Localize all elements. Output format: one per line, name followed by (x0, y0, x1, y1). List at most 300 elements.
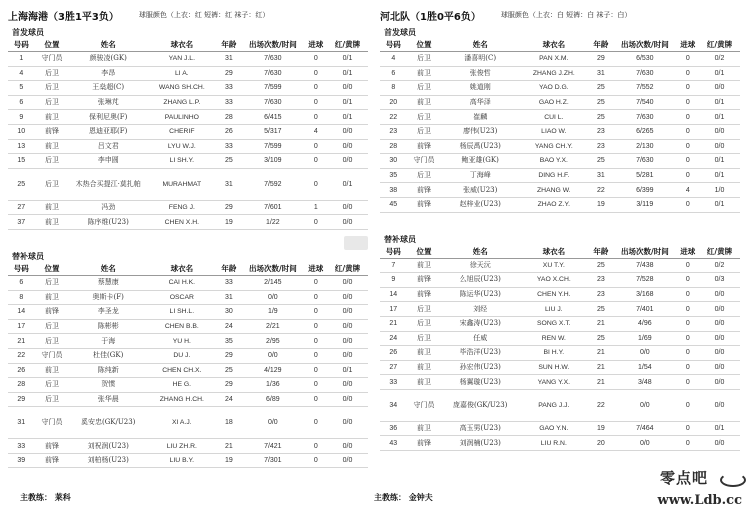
cell-age: 35 (217, 334, 242, 349)
cell-cards: 0/0 (699, 316, 740, 331)
cell-goals: 0 (305, 215, 328, 230)
cell-age: 25 (589, 110, 614, 125)
player-row (8, 200, 368, 215)
cell-number: 24 (380, 331, 407, 346)
cell-goals: 0 (677, 66, 700, 81)
cell-position: 前锋 (35, 305, 70, 320)
cell-name: 任威 (441, 331, 519, 346)
header-row (8, 263, 368, 276)
cell-cards: 0/0 (699, 287, 740, 302)
cell-cards: 0/1 (699, 66, 740, 81)
cell-appearances: 7/630 (613, 154, 676, 169)
cell-number: 6 (380, 66, 407, 81)
cell-goals: 0 (677, 287, 700, 302)
player-row (8, 275, 368, 290)
cell-shirt-name: CHEN B.B. (147, 319, 217, 334)
player-row (8, 407, 368, 439)
cell-goals: 0 (305, 139, 328, 154)
col-header-number: 号码 (380, 246, 407, 259)
cell-age: 23 (589, 287, 614, 302)
cell-cards: 0/0 (699, 81, 740, 96)
cell-cards: 0/1 (327, 66, 368, 81)
cell-appearances: 1/36 (241, 378, 304, 393)
cell-shirt-name: GAO Y.N. (519, 421, 589, 436)
player-row (8, 453, 368, 468)
cell-name: 姚道刚 (441, 81, 519, 96)
player-row (380, 273, 740, 288)
player-row (8, 378, 368, 393)
cell-cards: 0/0 (327, 275, 368, 290)
cell-shirt-name: CHEN Y.H. (519, 287, 589, 302)
cell-appearances: 2/95 (241, 334, 304, 349)
cell-cards: 0/0 (327, 439, 368, 454)
cell-position: 后卫 (407, 110, 442, 125)
cell-position: 后卫 (35, 81, 70, 96)
cell-age: 23 (589, 139, 614, 154)
cell-appearances: 7/401 (613, 302, 676, 317)
col-header-shirt-name: 球衣名 (519, 246, 589, 259)
cell-number: 31 (8, 407, 35, 439)
cell-age: 25 (589, 81, 614, 96)
loading-placeholder (344, 236, 368, 250)
team-panel-hebei (380, 0, 740, 451)
cell-name: 鲍亚雄(GK) (441, 154, 519, 169)
cell-number: 38 (380, 183, 407, 198)
cell-position: 前卫 (407, 346, 442, 361)
cell-appearances: 7/592 (241, 168, 304, 200)
cell-age: 25 (217, 363, 242, 378)
cell-goals: 0 (305, 168, 328, 200)
cell-age: 25 (589, 154, 614, 169)
cell-name: 木热合买提江·莫扎帕 (69, 168, 147, 200)
cell-shirt-name: ZHANG W. (519, 183, 589, 198)
col-header-cards: 红/黄牌 (327, 263, 368, 276)
player-row (380, 346, 740, 361)
cell-shirt-name: CUI L. (519, 110, 589, 125)
cell-number: 21 (380, 316, 407, 331)
col-header-appearances: 出场次数/时间 (613, 246, 676, 259)
cell-name: 吕文君 (69, 139, 147, 154)
cell-shirt-name: BI H.Y. (519, 346, 589, 361)
player-row (8, 348, 368, 363)
cell-shirt-name: YANG Y.X. (519, 375, 589, 390)
cell-shirt-name: LI SH.L. (147, 305, 217, 320)
cell-name: 李圣龙 (69, 305, 147, 320)
cell-cards: 0/0 (327, 200, 368, 215)
cell-goals: 0 (305, 290, 328, 305)
cell-cards: 0/0 (327, 290, 368, 305)
player-row (8, 110, 368, 125)
cell-appearances: 0/0 (613, 436, 676, 451)
cell-number: 14 (380, 287, 407, 302)
cell-cards: 0/1 (699, 197, 740, 212)
cell-age: 20 (589, 436, 614, 451)
cell-name: 张威(U23) (441, 183, 519, 198)
cell-age: 19 (589, 197, 614, 212)
cell-shirt-name: CHEN CH.X. (147, 363, 217, 378)
cell-number: 4 (380, 52, 407, 67)
cell-shirt-name: HE G. (147, 378, 217, 393)
cell-number: 13 (8, 139, 35, 154)
cell-appearances: 5/281 (613, 168, 676, 183)
cell-age: 18 (217, 407, 242, 439)
cell-position: 守门员 (407, 154, 442, 169)
cell-goals: 0 (305, 439, 328, 454)
cell-age: 24 (217, 392, 242, 407)
cell-goals: 0 (305, 334, 328, 349)
cell-name: 毕浩洋(U23) (441, 346, 519, 361)
cell-appearances: 7/630 (241, 52, 304, 67)
cell-name: 恩迪亚耶(F) (69, 124, 147, 139)
player-row (380, 331, 740, 346)
cell-cards: 0/0 (699, 331, 740, 346)
col-header-age: 年龄 (589, 39, 614, 52)
cell-cards: 0/0 (327, 378, 368, 393)
cell-name: 么旭辰(U23) (441, 273, 519, 288)
col-header-position: 位置 (35, 39, 70, 52)
cell-cards: 0/0 (699, 375, 740, 390)
cell-number: 36 (380, 421, 407, 436)
cell-age: 25 (217, 154, 242, 169)
cell-goals: 0 (677, 154, 700, 169)
cell-position: 前卫 (407, 66, 442, 81)
cell-goals: 0 (305, 52, 328, 67)
cell-age: 25 (589, 331, 614, 346)
player-row (8, 66, 368, 81)
cell-position: 后卫 (407, 168, 442, 183)
cell-goals: 0 (677, 52, 700, 67)
cell-position: 后卫 (35, 319, 70, 334)
cell-shirt-name: YANG CH.Y. (519, 139, 589, 154)
cell-position: 前锋 (35, 439, 70, 454)
cell-appearances: 7/552 (613, 81, 676, 96)
col-header-goals: 进球 (677, 39, 700, 52)
cell-goals: 0 (305, 407, 328, 439)
player-row (8, 305, 368, 320)
cell-shirt-name: SONG X.T. (519, 316, 589, 331)
cell-goals: 0 (305, 453, 328, 468)
player-row (380, 197, 740, 212)
cell-number: 10 (8, 124, 35, 139)
cell-position: 前锋 (407, 197, 442, 212)
cell-appearances: 7/438 (613, 258, 676, 273)
cell-number: 23 (380, 124, 407, 139)
cell-appearances: 1/69 (613, 331, 676, 346)
cell-number: 27 (380, 360, 407, 375)
cell-goals: 0 (305, 110, 328, 125)
col-header-cards: 红/黄牌 (699, 246, 740, 259)
cell-goals: 0 (677, 139, 700, 154)
cell-number: 6 (8, 95, 35, 110)
cell-age: 19 (217, 453, 242, 468)
cell-name: 贺惯 (69, 378, 147, 393)
cell-appearances: 7/630 (241, 95, 304, 110)
cell-shirt-name: FENG J. (147, 200, 217, 215)
cell-number: 26 (8, 363, 35, 378)
cell-cards: 0/0 (699, 124, 740, 139)
cell-goals: 0 (677, 81, 700, 96)
cell-name: 孙宏伟(U23) (441, 360, 519, 375)
team-panel-shanghai (8, 0, 368, 468)
subs-table (380, 246, 740, 452)
cell-number: 6 (8, 275, 35, 290)
team-header (8, 4, 368, 26)
cell-shirt-name: XU T.Y. (519, 258, 589, 273)
cell-shirt-name: DING H.F. (519, 168, 589, 183)
cell-number: 34 (380, 389, 407, 421)
cell-number: 28 (380, 139, 407, 154)
cell-shirt-name: LYU W.J. (147, 139, 217, 154)
cell-appearances: 0/0 (241, 348, 304, 363)
cell-name: 张华晨 (69, 392, 147, 407)
player-row (8, 81, 368, 96)
col-header-goals: 进球 (305, 263, 328, 276)
cell-cards: 0/0 (327, 139, 368, 154)
cell-goals: 0 (677, 375, 700, 390)
cell-position: 前卫 (35, 363, 70, 378)
cell-goals: 4 (677, 183, 700, 198)
cell-position: 后卫 (407, 316, 442, 331)
cell-cards: 0/0 (699, 436, 740, 451)
cell-position: 前卫 (35, 110, 70, 125)
cell-goals: 0 (677, 346, 700, 361)
cell-appearances: 0/0 (613, 389, 676, 421)
cell-position: 前卫 (35, 139, 70, 154)
cell-name: 蔡慧康 (69, 275, 147, 290)
cell-shirt-name: XI A.J. (147, 407, 217, 439)
cell-cards: 0/1 (699, 95, 740, 110)
col-header-name: 姓名 (69, 39, 147, 52)
cell-name: 于海 (69, 334, 147, 349)
player-row (8, 290, 368, 305)
cell-goals: 0 (677, 124, 700, 139)
cell-position: 后卫 (35, 378, 70, 393)
cell-number: 21 (8, 334, 35, 349)
cell-appearances: 1/9 (241, 305, 304, 320)
cell-goals: 0 (305, 275, 328, 290)
cell-position: 后卫 (35, 154, 70, 169)
cell-age: 25 (589, 302, 614, 317)
cell-name: 奚安忠(GK/U23) (69, 407, 147, 439)
cell-age: 19 (589, 421, 614, 436)
cell-appearances: 3/168 (613, 287, 676, 302)
cell-goals: 0 (305, 81, 328, 96)
cell-cards: 0/0 (327, 124, 368, 139)
cell-appearances: 7/301 (241, 453, 304, 468)
watermark-swoosh-icon (720, 473, 746, 487)
cell-age: 31 (217, 290, 242, 305)
player-row (8, 154, 368, 169)
cell-appearances: 7/599 (241, 139, 304, 154)
player-row (8, 52, 368, 67)
cell-cards: 0/1 (327, 363, 368, 378)
cell-shirt-name: LIU R.N. (519, 436, 589, 451)
cell-name: 王燊超(C) (69, 81, 147, 96)
cell-shirt-name: GAO H.Z. (519, 95, 589, 110)
cell-position: 前锋 (407, 436, 442, 451)
cell-age: 31 (589, 66, 614, 81)
col-header-appearances: 出场次数/时间 (613, 39, 676, 52)
cell-age: 33 (217, 95, 242, 110)
cell-position: 守门员 (35, 348, 70, 363)
header-row (380, 246, 740, 259)
header-row (380, 39, 740, 52)
col-header-appearances: 出场次数/时间 (241, 263, 304, 276)
cell-name: 保利尼奥(F) (69, 110, 147, 125)
cell-name: 刘柏杨(U23) (69, 453, 147, 468)
cell-position: 后卫 (407, 81, 442, 96)
cell-position: 前锋 (407, 139, 442, 154)
col-header-age: 年龄 (217, 263, 242, 276)
player-row (380, 258, 740, 273)
cell-age: 29 (217, 66, 242, 81)
cell-number: 22 (380, 110, 407, 125)
cell-number: 15 (8, 154, 35, 169)
cell-number: 43 (380, 436, 407, 451)
cell-goals: 0 (677, 95, 700, 110)
cell-appearances: 7/630 (241, 66, 304, 81)
cell-name: 颜骏凌(GK) (69, 52, 147, 67)
cell-age: 26 (217, 124, 242, 139)
cell-number: 28 (8, 378, 35, 393)
cell-number: 29 (8, 392, 35, 407)
cell-name: 奥斯卡(F) (69, 290, 147, 305)
cell-appearances: 3/109 (241, 154, 304, 169)
cell-shirt-name: SUN H.W. (519, 360, 589, 375)
cell-cards: 0/0 (699, 389, 740, 421)
cell-shirt-name: LI SH.Y. (147, 154, 217, 169)
cell-cards: 0/1 (699, 421, 740, 436)
cell-appearances: 1/22 (241, 215, 304, 230)
cell-goals: 0 (677, 389, 700, 421)
cell-age: 33 (217, 275, 242, 290)
cell-shirt-name: MURAHMAT (147, 168, 217, 200)
subs-label: 替补球员 (384, 234, 416, 244)
player-row (380, 183, 740, 198)
cell-position: 后卫 (35, 392, 70, 407)
cell-appearances: 4/129 (241, 363, 304, 378)
player-row (8, 139, 368, 154)
cell-name: 刘润楠(U23) (441, 436, 519, 451)
cell-age: 33 (217, 81, 242, 96)
cell-goals: 0 (305, 154, 328, 169)
player-row (380, 124, 740, 139)
cell-appearances: 1/54 (613, 360, 676, 375)
player-row (380, 421, 740, 436)
cell-cards: 0/1 (699, 110, 740, 125)
player-row (8, 168, 368, 200)
cell-goals: 0 (677, 331, 700, 346)
cell-cards: 0/0 (327, 407, 368, 439)
player-row (8, 439, 368, 454)
cell-number: 37 (8, 215, 35, 230)
cell-appearances: 7/630 (613, 110, 676, 125)
cell-name: 李申圆 (69, 154, 147, 169)
cell-age: 23 (589, 273, 614, 288)
cell-shirt-name: CAI H.K. (147, 275, 217, 290)
cell-goals: 0 (305, 305, 328, 320)
cell-shirt-name: LIU B.Y. (147, 453, 217, 468)
cell-appearances: 7/421 (241, 439, 304, 454)
cell-goals: 0 (677, 110, 700, 125)
cell-name: 宋鑫涛(U23) (441, 316, 519, 331)
cell-goals: 0 (305, 392, 328, 407)
cell-appearances: 7/630 (613, 66, 676, 81)
cell-age: 29 (589, 52, 614, 67)
cell-cards: 1/0 (699, 183, 740, 198)
cell-cards: 0/0 (327, 392, 368, 407)
watermark-logo-text: 零点吧 (659, 469, 708, 487)
cell-position: 后卫 (35, 66, 70, 81)
cell-goals: 0 (677, 421, 700, 436)
kit-colors: 球服颜色（上衣：红 短裤：红 袜子：红） (138, 11, 270, 19)
cell-shirt-name: YAO D.G. (519, 81, 589, 96)
player-row (8, 334, 368, 349)
col-header-shirt-name: 球衣名 (147, 39, 217, 52)
cell-appearances: 2/21 (241, 319, 304, 334)
cell-age: 22 (589, 183, 614, 198)
cell-position: 后卫 (35, 334, 70, 349)
cell-cards: 0/0 (699, 302, 740, 317)
cell-shirt-name: YAO X.CH. (519, 273, 589, 288)
cell-number: 20 (380, 95, 407, 110)
cell-appearances: 6/530 (613, 52, 676, 67)
cell-appearances: 7/601 (241, 200, 304, 215)
cell-position: 前锋 (407, 287, 442, 302)
cell-appearances: 3/48 (613, 375, 676, 390)
cell-shirt-name: ZHANG J.ZH. (519, 66, 589, 81)
cell-age: 21 (589, 346, 614, 361)
head-coach-shanghai: 主教练： 莱科 (20, 493, 71, 502)
cell-goals: 0 (305, 66, 328, 81)
cell-number: 27 (8, 200, 35, 215)
col-header-name: 姓名 (441, 246, 519, 259)
cell-goals: 0 (677, 316, 700, 331)
watermark-url: www.Ldb.cc (657, 493, 742, 508)
player-row (8, 319, 368, 334)
cell-age: 25 (589, 258, 614, 273)
col-header-position: 位置 (35, 263, 70, 276)
cell-goals: 0 (305, 319, 328, 334)
player-row (380, 302, 740, 317)
player-row (380, 95, 740, 110)
col-header-appearances: 出场次数/时间 (241, 39, 304, 52)
cell-shirt-name: REN W. (519, 331, 589, 346)
cell-number: 30 (380, 154, 407, 169)
cell-name: 杜佳(GK) (69, 348, 147, 363)
col-header-name: 姓名 (441, 39, 519, 52)
cell-appearances: 7/599 (241, 81, 304, 96)
cell-position: 后卫 (35, 95, 70, 110)
cell-position: 前卫 (35, 215, 70, 230)
cell-shirt-name: LIU ZH.R. (147, 439, 217, 454)
cell-appearances: 0/0 (241, 290, 304, 305)
cell-age: 21 (589, 360, 614, 375)
cell-cards: 0/0 (699, 139, 740, 154)
cell-cards: 0/0 (327, 215, 368, 230)
cell-age: 33 (217, 139, 242, 154)
subs-label: 替补球员 (12, 251, 44, 261)
col-header-number: 号码 (8, 39, 35, 52)
cell-position: 前卫 (407, 258, 442, 273)
cell-name: 陈运华(U23) (441, 287, 519, 302)
cell-position: 前锋 (35, 124, 70, 139)
player-row (8, 124, 368, 139)
col-header-goals: 进球 (305, 39, 328, 52)
cell-age: 30 (217, 305, 242, 320)
cell-cards: 0/0 (327, 348, 368, 363)
cell-position: 前锋 (407, 273, 442, 288)
